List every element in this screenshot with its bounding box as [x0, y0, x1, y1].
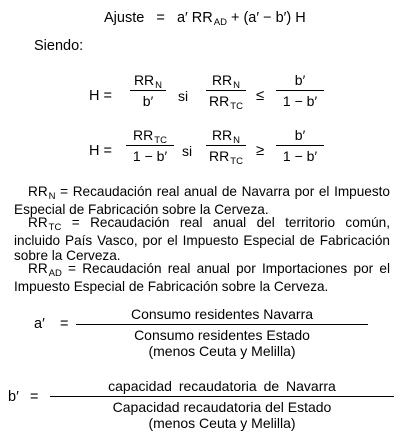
h1-cond-num-sub: N — [233, 80, 241, 91]
h2-num — [126, 127, 174, 146]
h2-rhs-num: b′ — [294, 127, 306, 143]
def-rrtc-text: = Recaudación real anual del territorio común, incluido País Vasco, por el Impuesto Especial de Fabricación sobre la Cerveza. — [14, 215, 390, 263]
fraction-bar — [206, 90, 246, 91]
fraction-bar — [50, 396, 394, 397]
h2-cond-fraction — [206, 127, 246, 167]
a-num: Consumo residentes Navarra — [130, 306, 314, 322]
h2-lhs: H = — [89, 143, 112, 159]
fraction-bar — [276, 90, 324, 91]
h2-op: ≥ — [256, 142, 265, 159]
h2-cond-num-sym: RR — [211, 127, 233, 143]
h2-num-sub: TC — [154, 135, 167, 146]
def-rrad-sym: RR — [28, 261, 48, 276]
main-formula-term1: a′ RR — [176, 10, 213, 26]
h1-cond-den — [206, 93, 246, 112]
def-rrn-text: = Recaudación real anual de Navarra por el Impuesto Especial de Fabricación sobre la Cerveza. — [14, 184, 390, 217]
main-formula-eq: = — [156, 10, 165, 26]
def-rrad-sub: AD — [48, 268, 62, 279]
fraction-bar — [276, 145, 324, 146]
a-formula-lhs: a′ — [34, 316, 45, 332]
fraction-bar — [206, 145, 246, 146]
h2-cond-num — [206, 127, 246, 146]
h1-fraction — [130, 72, 166, 109]
siendo-label: Siendo: — [34, 38, 84, 54]
def-rrtc-sub: TC — [48, 222, 62, 233]
h1-op: ≤ — [256, 87, 265, 104]
h1-cond-num-sym: RR — [211, 72, 233, 88]
h1-cond-num — [206, 72, 246, 91]
h1-cond-fraction — [206, 72, 246, 112]
h1-rhs-fraction — [276, 72, 324, 109]
b-den-line1: Capacidad recaudatoria del Estado — [112, 399, 332, 415]
main-formula-lhs: Ajuste — [104, 10, 145, 26]
fraction-bar — [76, 324, 368, 325]
b-formula-eq: = — [30, 389, 39, 405]
b-den-line2: (menos Ceuta y Melilla) — [148, 415, 296, 431]
h2-cond-den-sym: RR — [209, 148, 230, 164]
b-num: capacidad recaudatoria de Navarra — [108, 378, 336, 394]
h2-den: 1 − b′ — [132, 148, 168, 164]
a-fraction — [76, 306, 368, 359]
def-rrn-sub: N — [48, 191, 56, 202]
h1-num-sub: N — [155, 80, 163, 91]
a-formula-eq: = — [60, 316, 69, 332]
h1-cond-den-sub: TC — [230, 101, 243, 112]
h2-num-sym: RR — [133, 127, 154, 143]
h2-rhs-fraction — [276, 127, 324, 164]
definition-rrn — [14, 184, 390, 217]
h2-cond-den-sub: TC — [230, 156, 243, 167]
h1-num — [130, 72, 166, 91]
b-formula-lhs: b′ — [8, 389, 19, 405]
h2-si: si — [182, 143, 193, 159]
def-rrad-text: = Recaudación real anual por Importaciones por el Impuesto Especial de Fabricación sobre la Cerveza. — [14, 261, 390, 294]
h2-cond-den — [206, 148, 246, 167]
b-fraction — [50, 378, 394, 431]
h2-rhs-den: 1 − b′ — [282, 148, 318, 164]
h2-fraction — [126, 127, 174, 164]
a-den-line1: Consumo residentes Estado — [134, 327, 310, 343]
h1-cond-den-sym: RR — [209, 93, 230, 109]
main-formula-term1-sub: AD — [213, 17, 227, 28]
main-formula-term2: + (a′ − b′) H — [230, 10, 306, 26]
h1-den: b′ — [142, 93, 154, 109]
definition-rrad — [14, 261, 390, 294]
h1-lhs: H = — [89, 88, 112, 104]
h1-rhs-num: b′ — [294, 72, 306, 88]
h2-cond-num-sub: N — [233, 135, 241, 146]
h1-num-sym: RR — [133, 72, 155, 88]
a-den-line2: (menos Ceuta y Melilla) — [148, 343, 296, 359]
h1-rhs-den: 1 − b′ — [282, 93, 318, 109]
h1-si: si — [178, 88, 189, 104]
def-rrtc-sym: RR — [28, 215, 48, 230]
definition-rrtc — [14, 215, 390, 264]
def-rrn-sym: RR — [28, 184, 48, 199]
main-formula — [104, 10, 306, 26]
